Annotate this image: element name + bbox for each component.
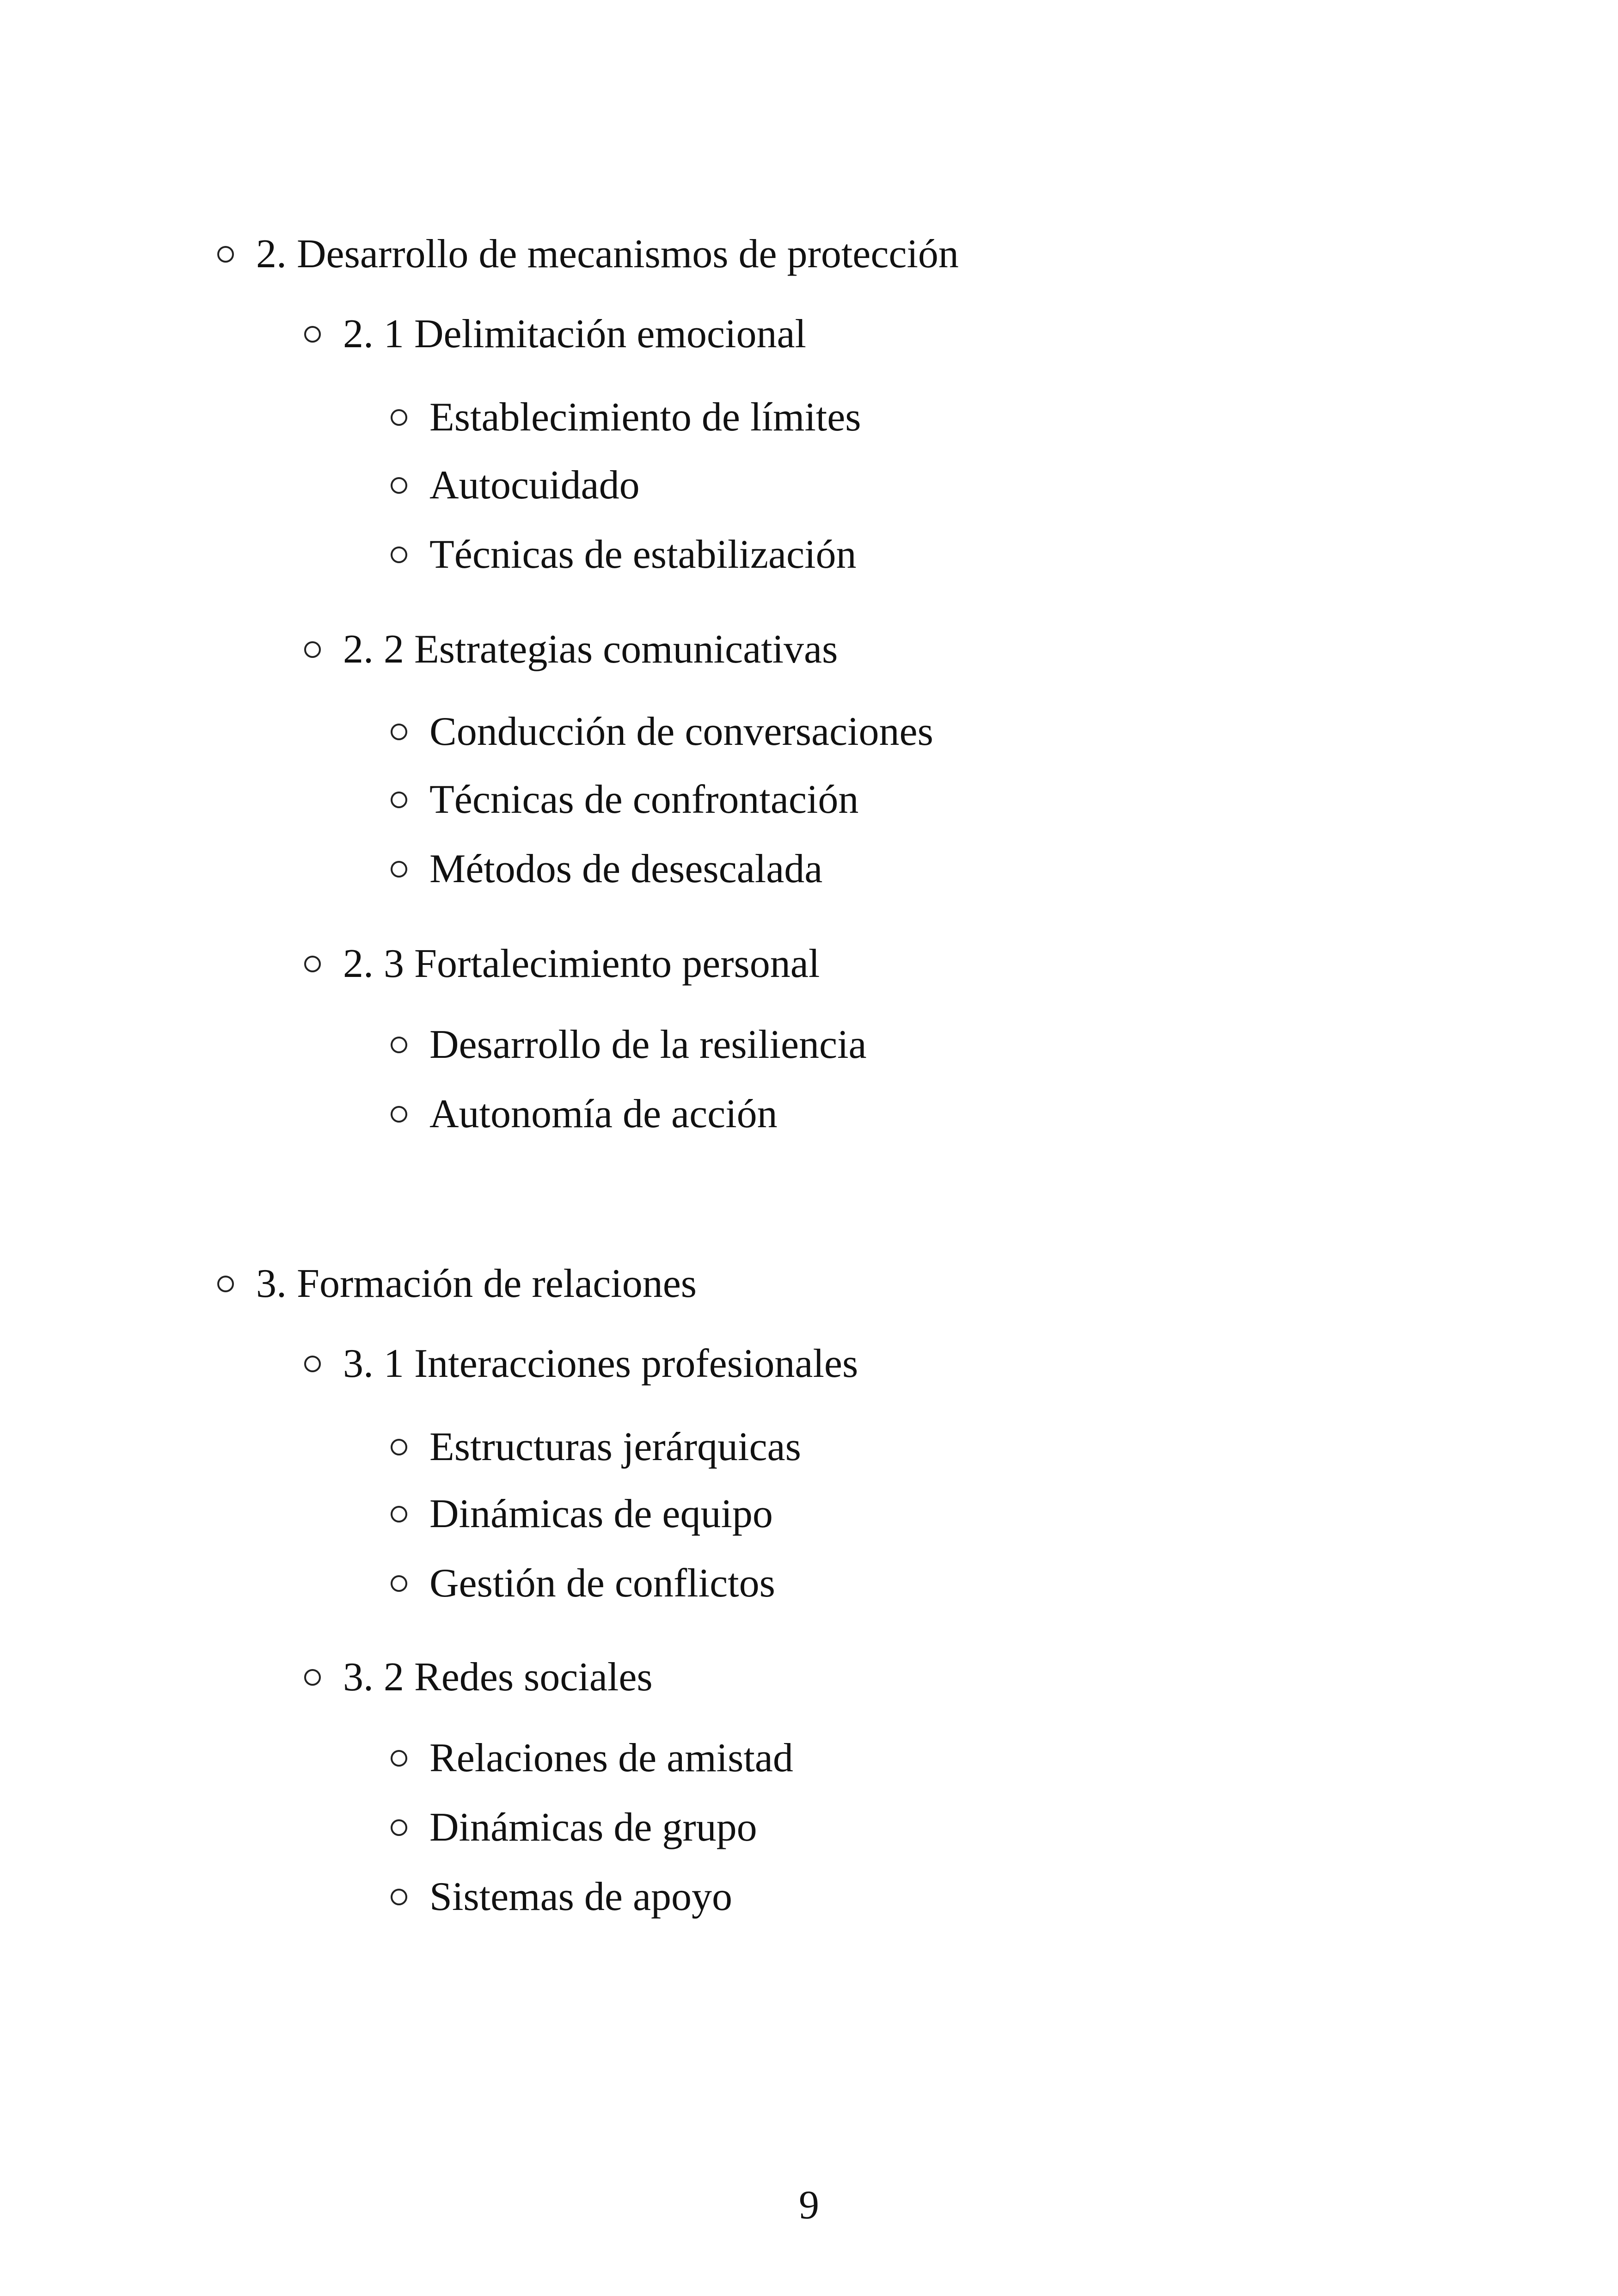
section-heading — [217, 1261, 697, 1307]
subsection-heading — [304, 1341, 858, 1387]
hollow-circle-bullet-icon — [304, 1669, 321, 1686]
hollow-circle-bullet-icon — [391, 1889, 407, 1905]
list-item — [391, 1874, 732, 1920]
list-item — [391, 1022, 867, 1068]
hollow-circle-bullet-icon — [391, 477, 407, 494]
section-heading — [217, 231, 959, 277]
hollow-circle-bullet-icon — [391, 1750, 407, 1767]
subsection-title: 2. 2 Estrategias comunicativas — [343, 627, 838, 672]
list-item-text: Técnicas de confrontación — [429, 777, 859, 822]
list-item — [391, 1424, 801, 1470]
list-item — [391, 1091, 778, 1137]
list-item-text: Dinámicas de equipo — [429, 1492, 773, 1536]
list-item-text: Establecimiento de límites — [429, 395, 861, 440]
subsection-heading — [304, 1654, 653, 1701]
list-item — [391, 532, 857, 578]
page-number: 9 — [799, 2183, 819, 2228]
hollow-circle-bullet-icon — [391, 546, 407, 563]
hollow-circle-bullet-icon — [391, 1506, 407, 1522]
section-title: 3. Formación de relaciones — [256, 1261, 697, 1306]
list-item-text: Dinámicas de grupo — [429, 1805, 757, 1850]
list-item — [391, 1560, 775, 1607]
list-item-text: Técnicas de estabilización — [429, 532, 857, 577]
section-title: 2. Desarrollo de mecanismos de protección — [256, 232, 959, 276]
hollow-circle-bullet-icon — [217, 246, 234, 263]
hollow-circle-bullet-icon — [391, 1575, 407, 1592]
list-item — [391, 777, 858, 823]
subsection-title: 3. 2 Redes sociales — [343, 1655, 653, 1700]
list-item-text: Estructuras jerárquicas — [429, 1424, 801, 1469]
list-item-text: Autocuidado — [429, 463, 640, 508]
list-item — [391, 846, 822, 892]
hollow-circle-bullet-icon — [217, 1276, 234, 1292]
subsection-heading — [304, 626, 838, 673]
list-item-text: Métodos de desescalada — [429, 847, 823, 891]
hollow-circle-bullet-icon — [391, 724, 407, 740]
subsection-title: 3. 1 Interacciones profesionales — [343, 1341, 858, 1386]
hollow-circle-bullet-icon — [304, 326, 321, 343]
hollow-circle-bullet-icon — [391, 792, 407, 808]
hollow-circle-bullet-icon — [391, 861, 407, 878]
hollow-circle-bullet-icon — [391, 1439, 407, 1455]
list-item-text: Desarrollo de la resiliencia — [429, 1022, 867, 1067]
list-item — [391, 462, 640, 509]
hollow-circle-bullet-icon — [391, 409, 407, 426]
hollow-circle-bullet-icon — [304, 956, 321, 972]
list-item — [391, 1805, 757, 1851]
hollow-circle-bullet-icon — [391, 1106, 407, 1123]
list-item — [391, 709, 933, 755]
subsection-title: 2. 1 Delimitación emocional — [343, 312, 806, 356]
list-item — [391, 1491, 773, 1537]
list-item-text: Autonomía de acción — [429, 1092, 778, 1136]
subsection-heading — [304, 941, 820, 987]
hollow-circle-bullet-icon — [304, 641, 321, 658]
list-item-text: Gestión de conflictos — [429, 1561, 775, 1606]
hollow-circle-bullet-icon — [304, 1356, 321, 1372]
hollow-circle-bullet-icon — [391, 1037, 407, 1053]
hollow-circle-bullet-icon — [391, 1819, 407, 1836]
list-item — [391, 394, 861, 441]
subsection-heading — [304, 311, 806, 357]
list-item-text: Conducción de conversaciones — [429, 709, 933, 754]
list-item-text: Sistemas de apoyo — [429, 1874, 733, 1919]
list-item-text: Relaciones de amistad — [429, 1736, 793, 1780]
subsection-title: 2. 3 Fortalecimiento personal — [343, 941, 820, 986]
list-item — [391, 1735, 793, 1781]
